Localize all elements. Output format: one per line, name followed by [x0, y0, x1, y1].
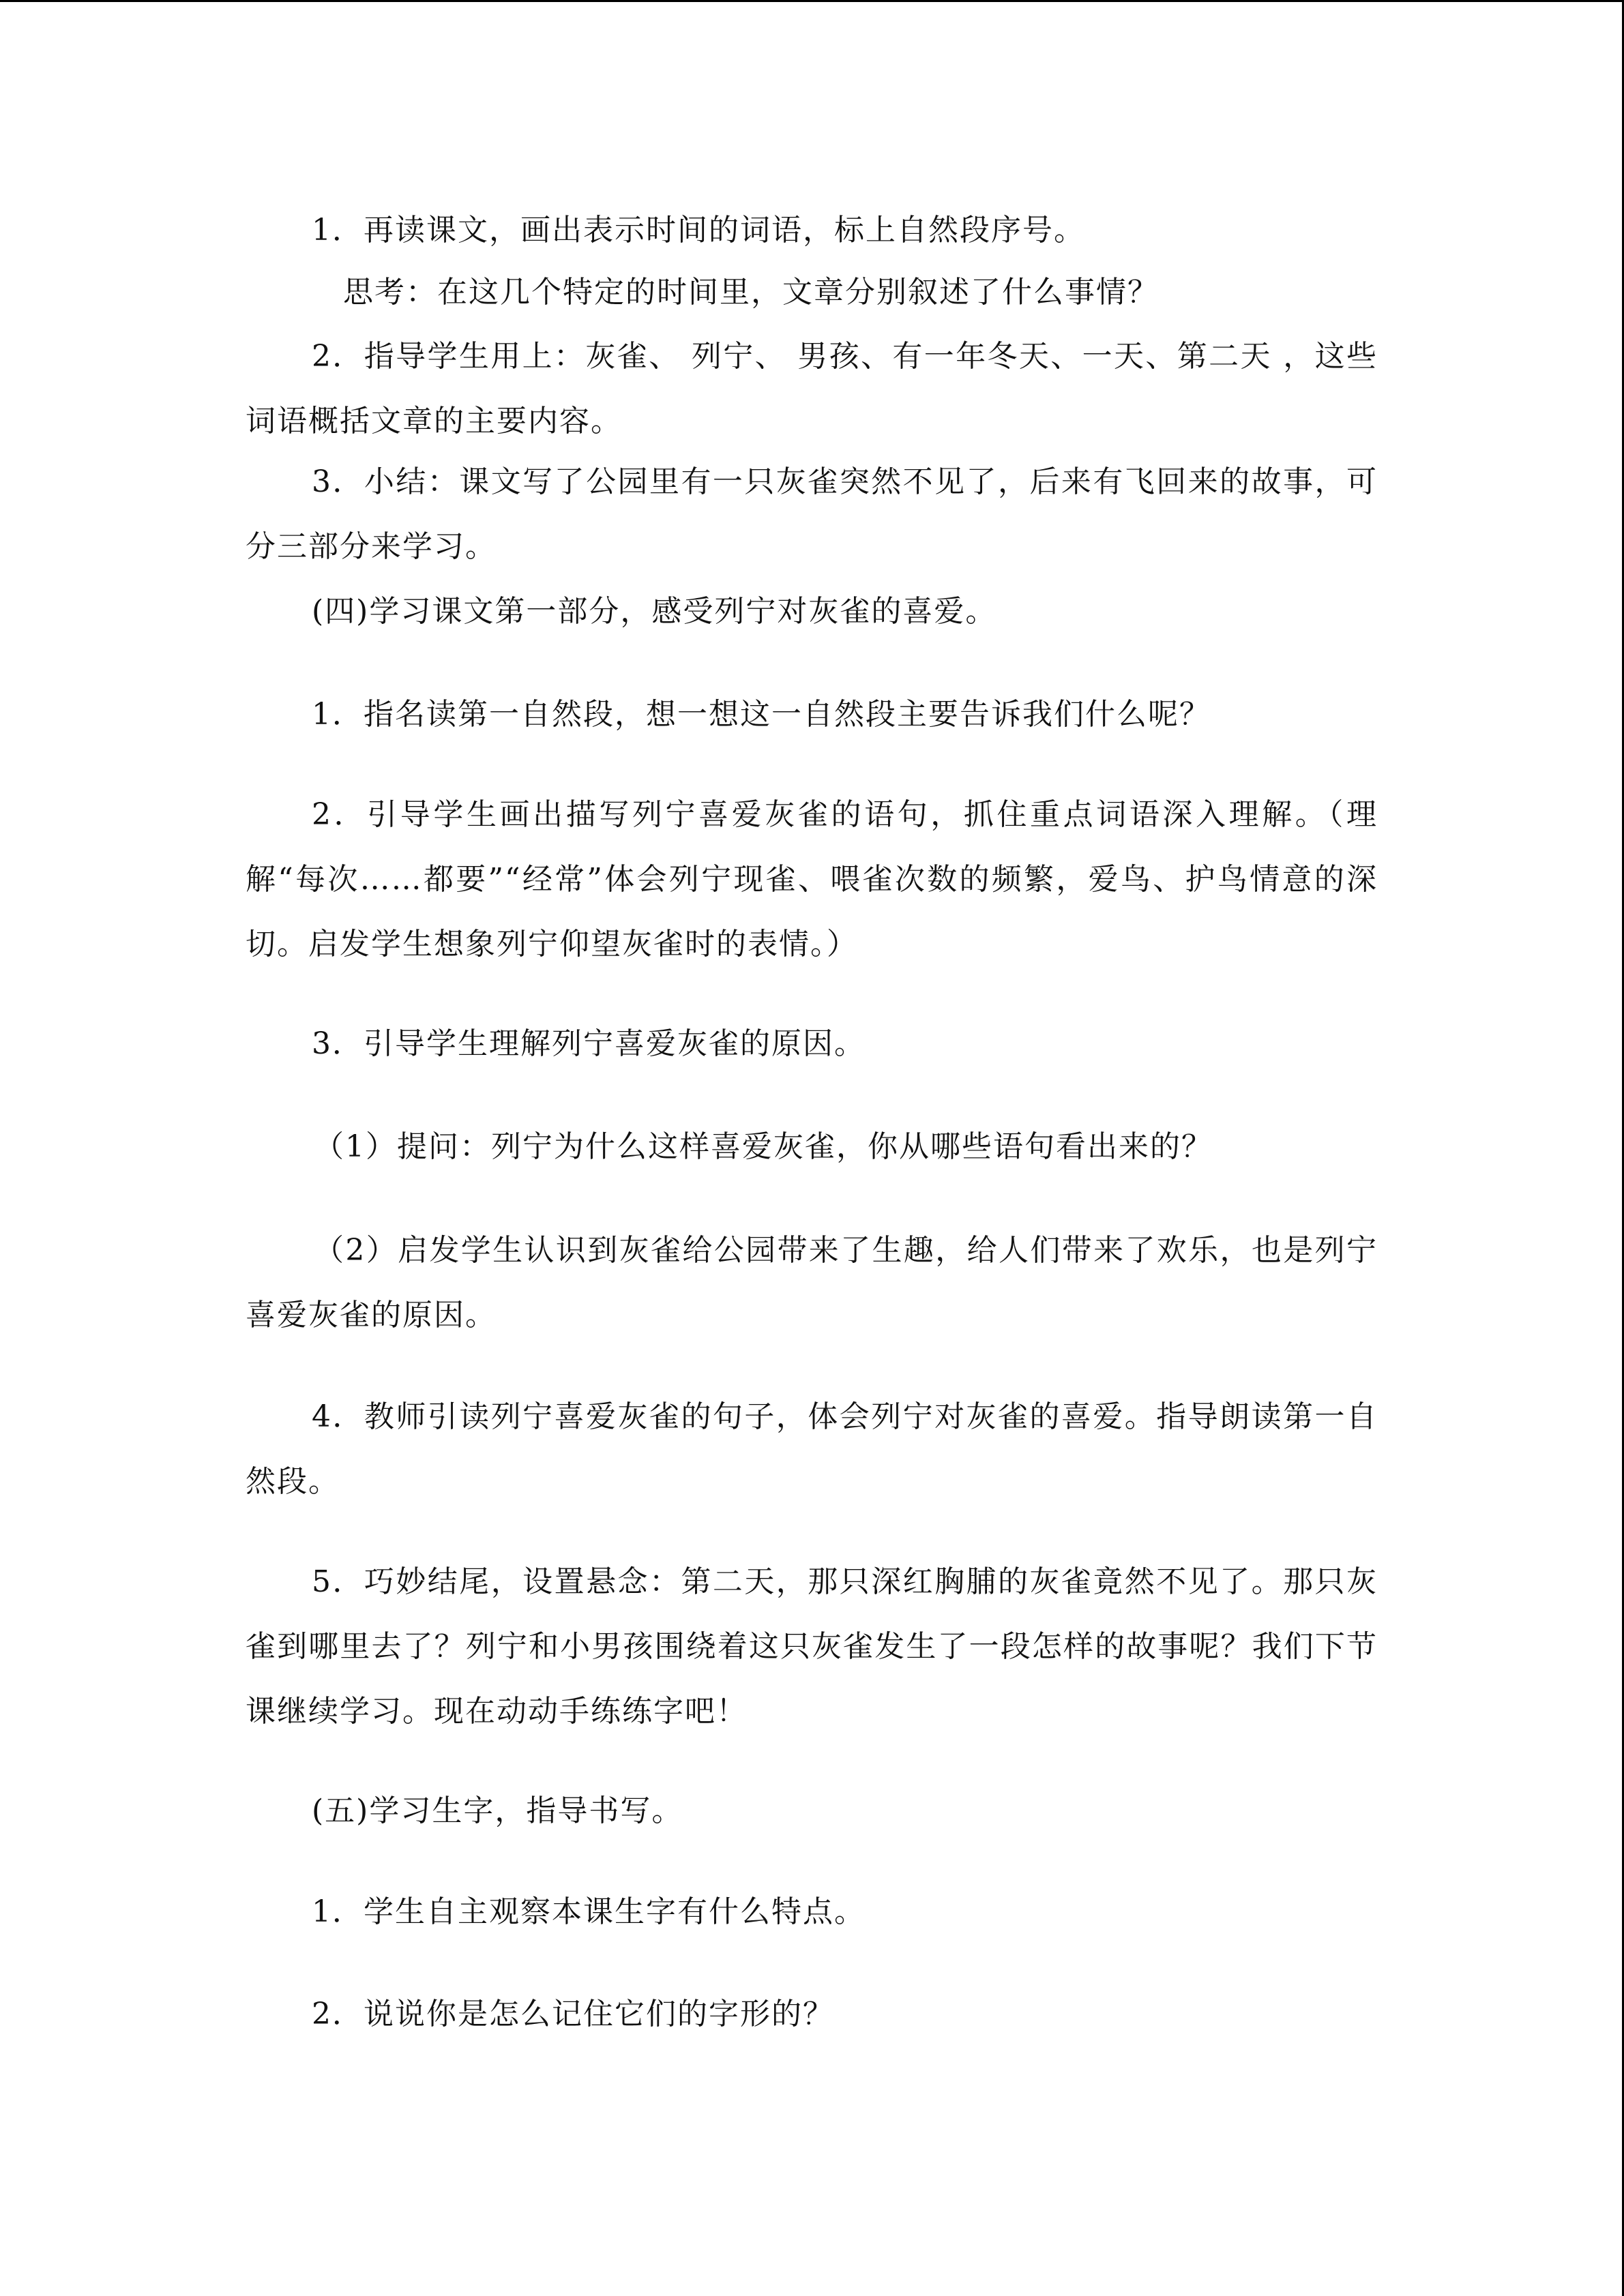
paragraph-13: 2．说说你是怎么记住它们的字形的？	[312, 1997, 834, 2031]
paragraph-2: 思考：在这几个特定的时间里，文章分别叙述了什么事情？	[343, 275, 1159, 310]
section-heading-5: (五)学习生字，指导书写。	[312, 1793, 683, 1828]
paragraph-6: 2．引导学生画出描写列宁喜爱灰雀的语句，抓住重点词语深入理解。（理解“每次……都要”“经常”体会列宁现雀、喂雀次数的频繁，爱鸟、护鸟情意的深切。启发学生想象列宁仰望灰雀时的表情。）	[246, 797, 1378, 961]
paragraph-12: 1．学生自主观察本课生字有什么特点。	[312, 1894, 866, 1929]
paragraph-5: 1．指名读第一自然段，想一想这一自然段主要告诉我们什么呢？	[312, 697, 1211, 732]
paragraph-10: 4．教师引读列宁喜爱灰雀的句子，体会列宁对灰雀的喜爱。指导朗读第一自然段。	[246, 1399, 1378, 1499]
paragraph-1: 1．再读课文，画出表示时间的词语，标上自然段序号。	[312, 213, 1085, 248]
section-heading-4: (四)学习课文第一部分，感受列宁对灰雀的喜爱。	[312, 594, 997, 629]
paragraph-7: 3．引导学生理解列宁喜爱灰雀的原因。	[312, 1026, 866, 1061]
page-border-top	[0, 0, 1624, 2]
paragraph-3: 2．指导学生用上：灰雀、 列宁、 男孩、有一年冬天、一天、第二天 ，这些词语概括文章的主要内容。	[246, 339, 1378, 438]
paragraph-11: 5．巧妙结尾，设置悬念：第二天，那只深红胸脯的灰雀竟然不见了。那只灰雀到哪里去了？列宁和小男孩围绕着这只灰雀发生了一段怎样的故事呢？我们下节课继续学习。现在动动手练练字吧！	[246, 1564, 1378, 1729]
paragraph-9: （2）启发学生认识到灰雀给公园带来了生趣，给人们带来了欢乐，也是列宁喜爱灰雀的原因。	[246, 1233, 1378, 1332]
paragraph-4: 3．小结：课文写了公园里有一只灰雀突然不见了，后来有飞回来的故事，可分三部分来学习。	[246, 464, 1378, 564]
paragraph-8: （1）提问：列宁为什么这样喜爱灰雀，你从哪些语句看出来的？	[314, 1129, 1213, 1164]
